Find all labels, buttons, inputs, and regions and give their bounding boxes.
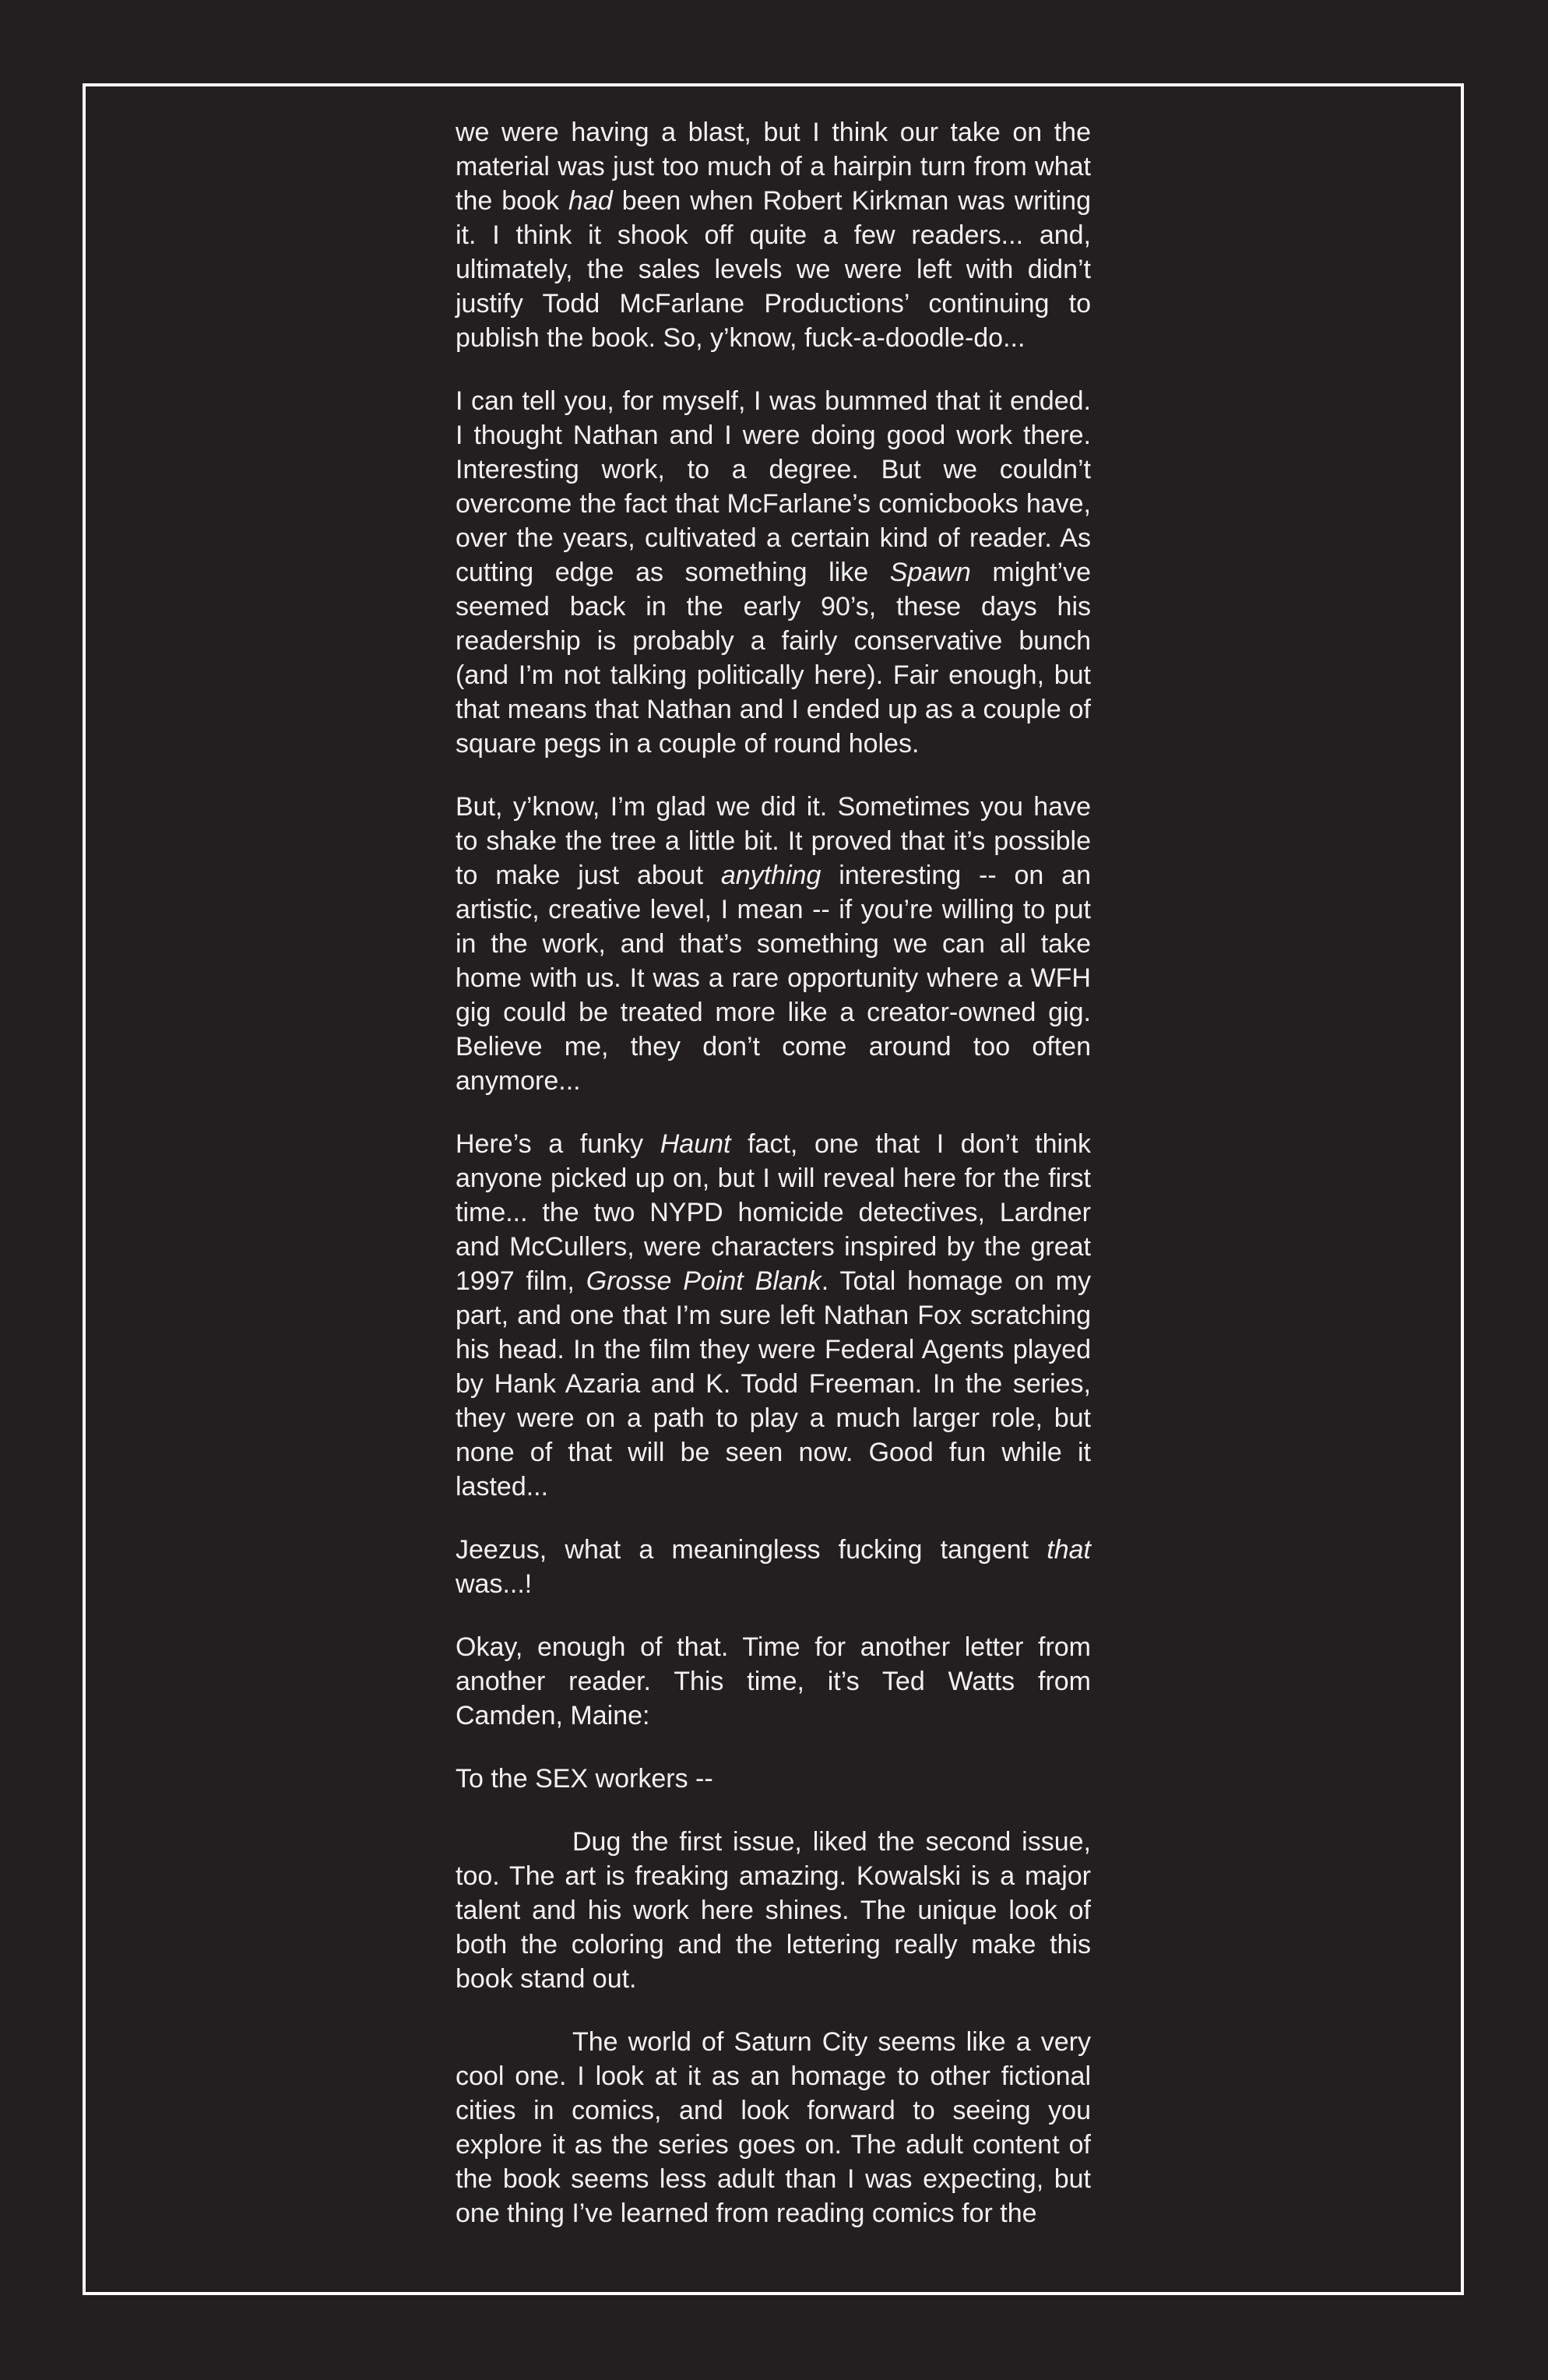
p4-run-3: fact, one that I don’t think anyone picked up on, but I will reveal here for the first time... the two NYPD homicide detectives, Lardner and McCullers, were characters inspired by the great 1997 film, — [456, 1129, 1091, 1296]
p2-run-1: I can tell you, for myself, I was bummed that it ended. I thought Nathan and I were doing good work there. Interesting work, to a degree. But we couldn’t overcome the fact that McFarlane’s comicbooks have, over the years, cultivated a certain kind of reader. As cutting edge as something like — [456, 386, 1091, 587]
article-text-column — [456, 115, 1091, 2259]
paragraph-4 — [456, 1127, 1091, 1504]
p1-run-1: we were having a blast, but I think our take on the material was just too much of a hairpin turn from what the book — [456, 118, 1091, 216]
p4-run-2-italic: Haunt — [660, 1129, 731, 1159]
p7-run-1: To the SEX workers -- — [456, 1764, 713, 1794]
p1-run-3: been when Robert Kirkman was writing it. I think it shook off quite a few readers... and, ultimately, the sales levels we were left with didn’t justify Todd McFarlane Productions’ continuing to publish the book. So, y’know, fuck-a-doodle-do... — [456, 186, 1091, 353]
paragraph-5 — [456, 1533, 1091, 1601]
p4-run-5: . Total homage on my part, and one that I’m sure left Nathan Fox scratching his head. In the film they were Federal Agents played by Hank Azaria and K. Todd Freeman. In the series, they were on a path to play a much larger role, but none of that will be seen now. Good fun while it lasted... — [456, 1266, 1091, 1502]
letter-salutation — [456, 1762, 1091, 1796]
p8-run-1: Dug the first issue, liked the second issue, too. The art is freaking amazing. Kowalski is a major talent and his work here shines. The unique look of both the coloring and the lettering really make this book stand out. — [456, 1827, 1091, 1994]
paragraph-3 — [456, 790, 1091, 1098]
p5-run-3: was...! — [456, 1569, 533, 1599]
p2-run-2-italic: Spawn — [889, 558, 971, 587]
letter-paragraph-2 — [456, 2025, 1091, 2230]
letter-paragraph-1 — [456, 1825, 1091, 1996]
p4-run-1: Here’s a funky — [456, 1129, 660, 1159]
p6-run-1: Okay, enough of that. Time for another letter from another reader. This time, it’s Ted Watts from Camden, Maine: — [456, 1632, 1091, 1730]
p4-run-4-italic: Grosse Point Blank — [586, 1266, 821, 1296]
paragraph-1 — [456, 115, 1091, 355]
p1-run-2-italic: had — [568, 186, 613, 216]
p2-run-3: might’ve seemed back in the early 90’s, these days his readership is probably a fairly conservative bunch (and I’m not talking politically here). Fair enough, but that means that Nathan and I ended up as a couple of square pegs in a couple of round holes. — [456, 558, 1091, 759]
p3-run-2-italic: anything — [720, 861, 821, 890]
p3-run-1: But, y’know, I’m glad we did it. Sometimes you have to shake the tree a little bit. It proved that it’s possible to make just about — [456, 792, 1091, 890]
p5-run-1: Jeezus, what a meaningless fucking tangent — [456, 1535, 1047, 1565]
p9-run-1: The world of Saturn City seems like a very cool one. I look at it as an homage to other fictional cities in comics, and look forward to seeing you explore it as the series goes on. The adult content of the book seems less adult than I was expecting, but one thing I’ve learned from reading comics for the — [456, 2027, 1091, 2228]
paragraph-6 — [456, 1630, 1091, 1733]
p3-run-3: interesting -- on an artistic, creative level, I mean -- if you’re willing to put in the work, and that’s something we can all take home with us. It was a rare opportunity where a WFH gig could be treated more like a creator-owned gig. Believe me, they don’t come around too often anymore... — [456, 861, 1091, 1096]
paragraph-2 — [456, 384, 1091, 761]
p5-run-2-italic: that — [1047, 1535, 1091, 1565]
